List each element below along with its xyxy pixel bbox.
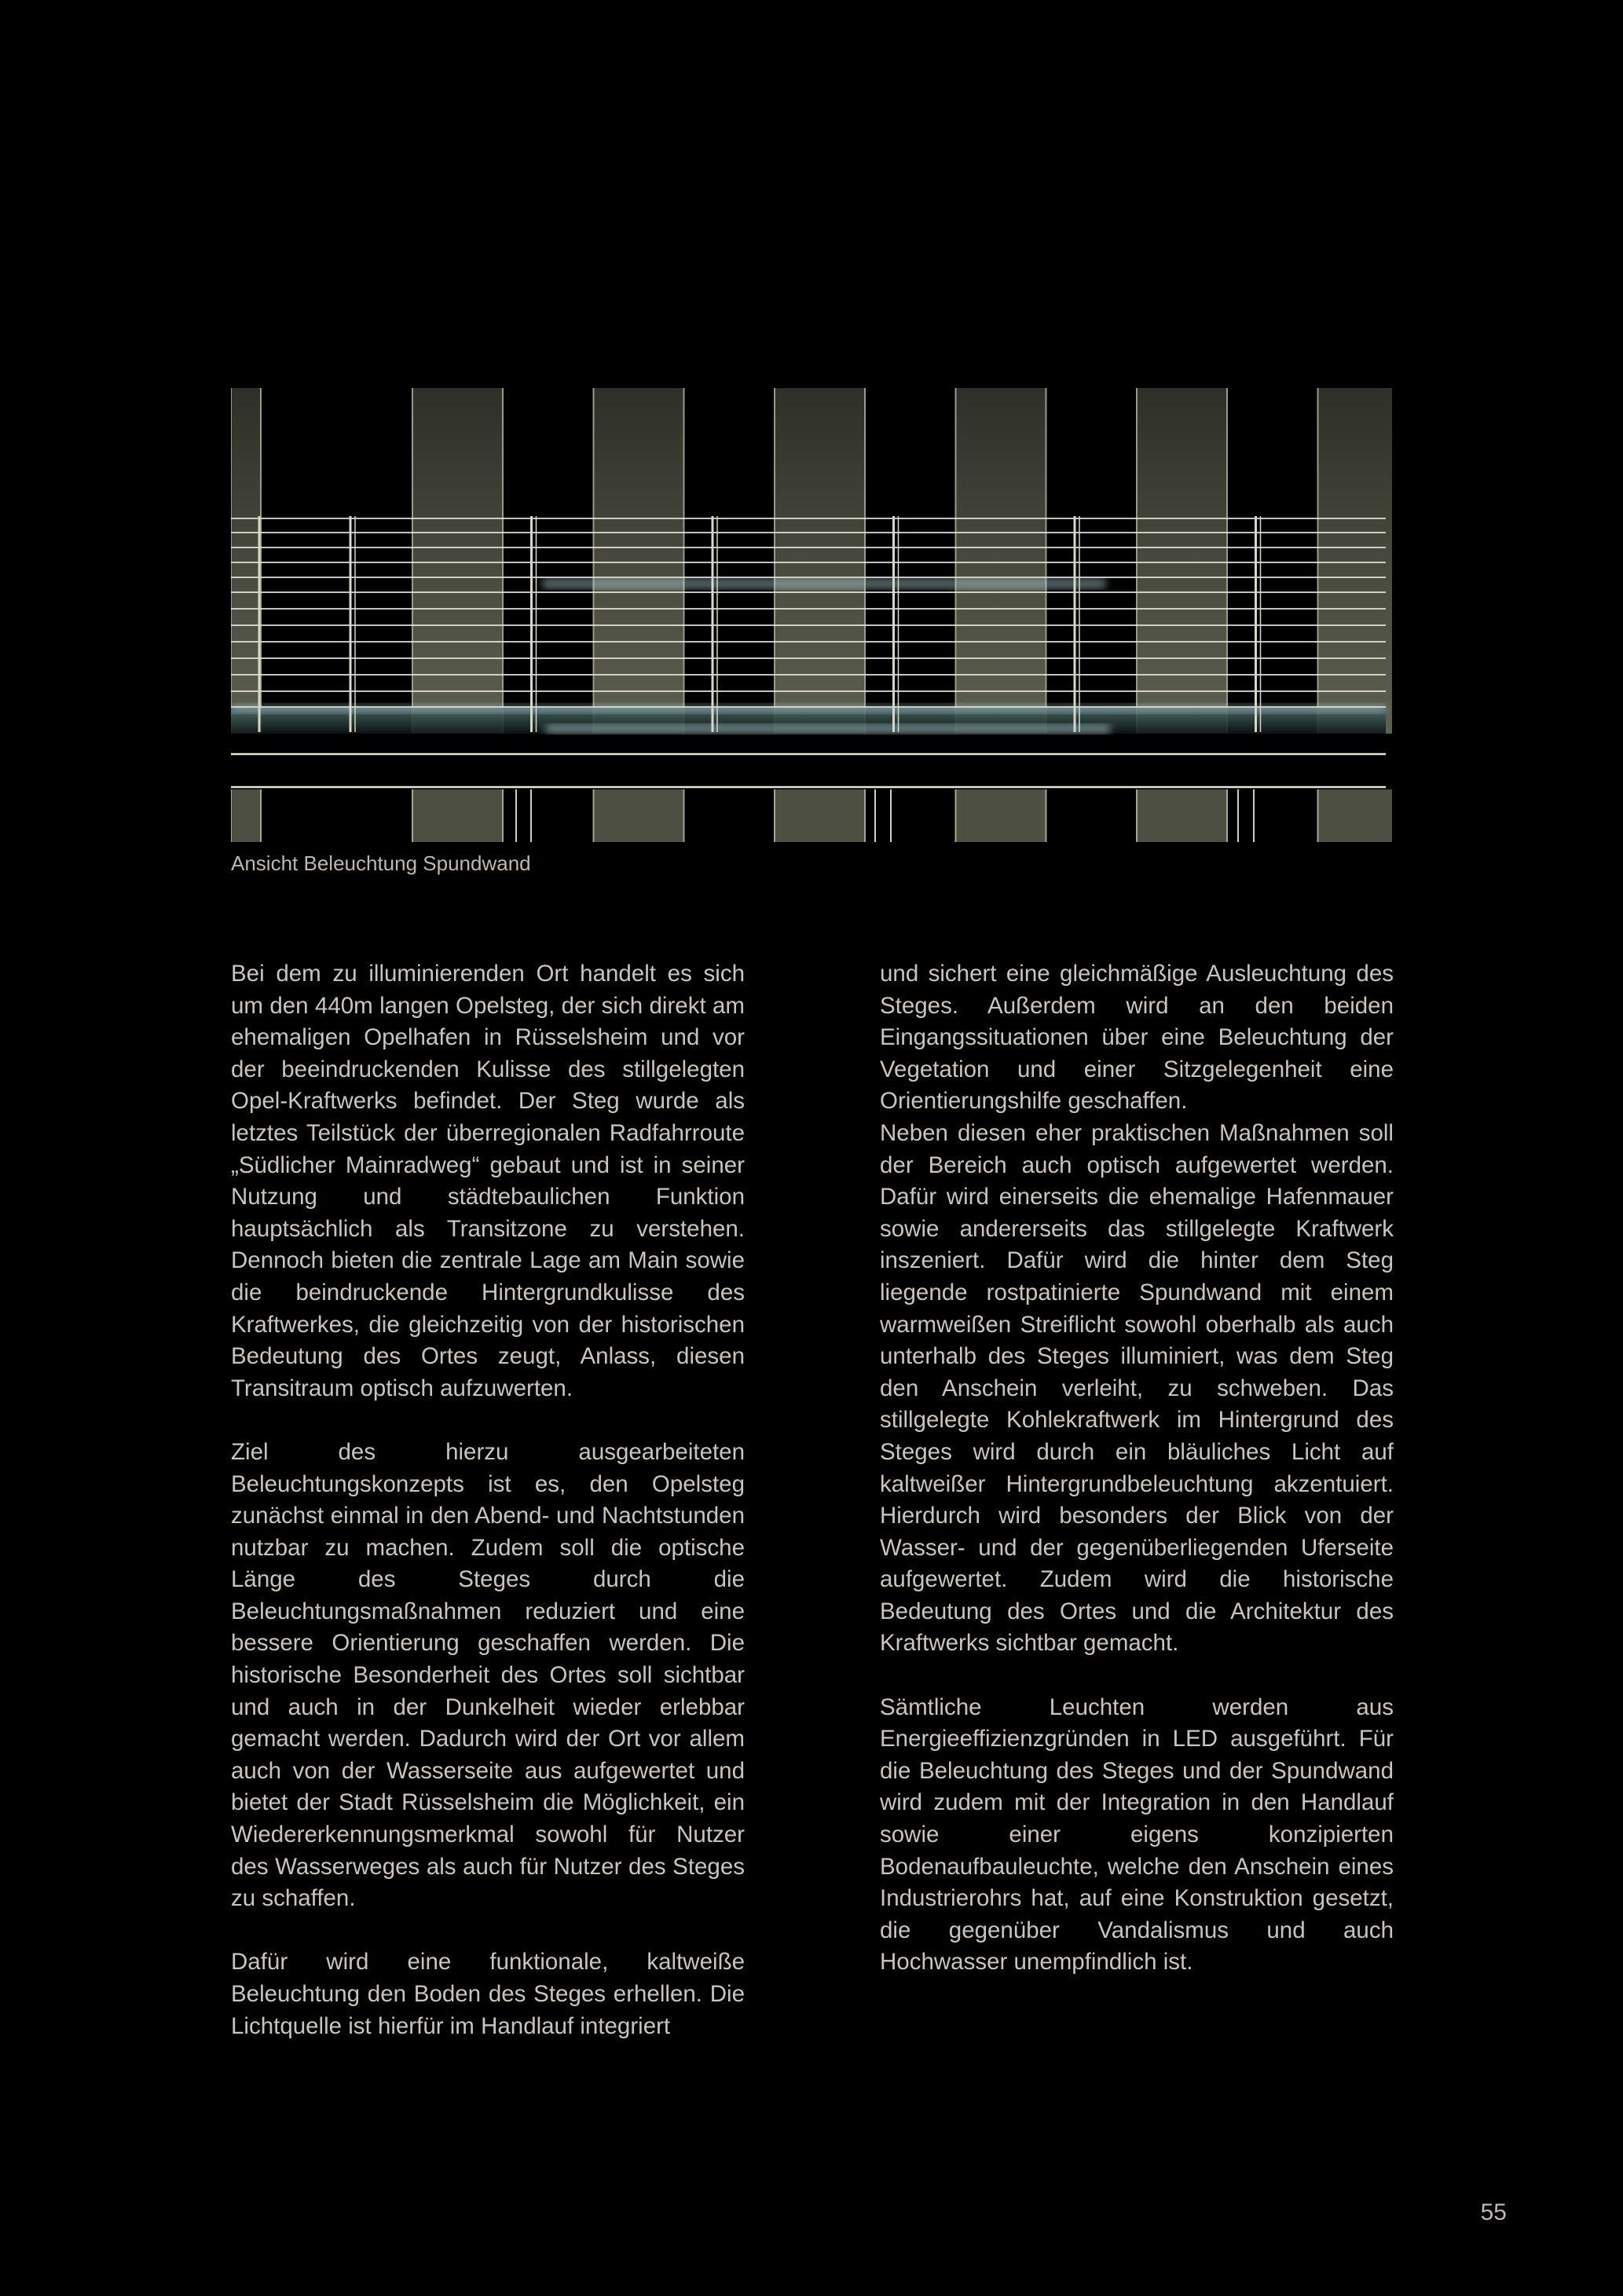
wall-light-glow [231, 704, 1386, 713]
spundwand-lighting-elevation [231, 386, 1392, 844]
wall-panel-lower [775, 789, 865, 842]
paragraph: Neben diesen eher praktischen Maßnahmen soll der Bereich auch optisch aufgewertet werden. Dafür wird einerseits die ehemalige Hafenmauer sowie andererseits das stillgelegte Kraftwerk inszeniert. Dafür wird die hinter dem Steg liegende rostpatinierte Spundwand mit einem warmweißen Streiflicht sowohl oberhalb als auch unterhalb des Steges illuminiert, was dem Steg den Anschein verleiht, zu schweben. Das stillgelegte Kohlekraftwerk im Hintergrund des Steges wird durch ein bläuliches Licht auf kaltweißer Hintergrundbeleuchtung akzentuiert. Hierdurch wird besonders der Blick von der Wasser- und der gegenüberliegenden Uferseite aufgewertet. Zudem wird die historische Bedeutung des Ortes und die Architektur des Kraftwerks sichtbar gemacht. [880, 1119, 1394, 1657]
elevation-drawing [231, 386, 1392, 844]
figure-caption: Ansicht Beleuchtung Spundwand [231, 851, 531, 875]
paragraph: Ziel des hierzu ausgearbeiteten Beleuchtungskonzepts ist es, den Opelsteg zunächst einmal in den Abend- und Nachtstunden nutzbar zu machen. Zudem soll die optische Länge des Steges durch die Beleuchtungsmaßnahmen reduziert und eine bessere Orientierung geschaffen werden. Die historische Besonderheit des Ortes soll sichtbar und auch in der Dunkelheit wieder erlebbar gemacht werden. Dadurch wird der Ort vor allem auch von der Wasserseite aus aufgewertet und bietet der Stadt Rüsselsheim die Möglichkeit, ein Wiedererkennungsmerkmal sowohl für Nutzer des Wasserweges als auch für Nutzer des Steges zu schaffen. [231, 1438, 745, 1912]
page-number: 55 [1480, 2199, 1507, 2225]
wall-panel-lower [1318, 789, 1393, 842]
paragraph: und sichert eine gleichmäßige Ausleuchtung des Steges. Außerdem wird an den beiden Eingangssituationen über eine Beleuchtung der Vegetation und einer Sitzgelegenheit eine Orientierungshilfe geschaffen. [880, 961, 1394, 1115]
wall-panel-lower [956, 789, 1046, 842]
text-column-left [231, 958, 745, 2042]
wall-panel-lower [231, 789, 261, 842]
wall-panel [231, 388, 261, 734]
wall-panel-lower [412, 789, 503, 842]
paragraph: Bei dem zu illuminierenden Ort handelt es sich um den 440m langen Opelsteg, der sich direkt am ehemaligen Opelhafen in Rüsselsheim und vor der beeindruckenden Kulisse des stillgelegten Opel-Kraftwerks befindet. Der Steg wurde als letztes Teilstück der überregionalen Radfahrroute „Südlicher Mainradweg“ gebaut und ist in seiner Nutzung und städtebaulichen Funktion hauptsächlich als Transitzone zu verstehen. Dennoch bieten die zentrale Lage am Main sowie die beindruckende Hintergrundkulisse des Kraftwerkes, die gleichzeitig von der historischen Bedeutung des Ortes zeugt, Anlass, diesen Transitraum optisch aufzuwerten. [231, 961, 745, 1401]
wall-panel [594, 388, 684, 734]
wall-panel [956, 388, 1046, 734]
text-column-right [880, 958, 1394, 1979]
paragraph: Dafür wird eine funktionale, kaltweiße Beleuchtung den Boden des Steges erhellen. Die Lichtquelle ist hierfür im Handlauf integriert [231, 1949, 745, 2039]
wall-panel [1137, 388, 1227, 734]
wall-panel [1318, 388, 1393, 734]
wall-panel [412, 388, 503, 734]
wall-panel [775, 388, 865, 734]
wall-panel-lower [1137, 789, 1227, 842]
paragraph: Sämtliche Leuchten werden aus Energieeffizienzgründen in LED ausgeführt. Für die Beleuchtung des Steges und der Spundwand wird zudem mit der Integration in den Handlauf sowie einer eigens konzipierten Bodenaufbauleuchte, welche den Anschein eines Industrierohrs hat, auf eine Konstruktion gesetzt, die gegenüber Vandalismus und auch Hochwasser unempfindlich ist. [880, 1694, 1394, 1976]
wall-panel-lower [594, 789, 684, 842]
floor-light-glow [545, 724, 1111, 734]
